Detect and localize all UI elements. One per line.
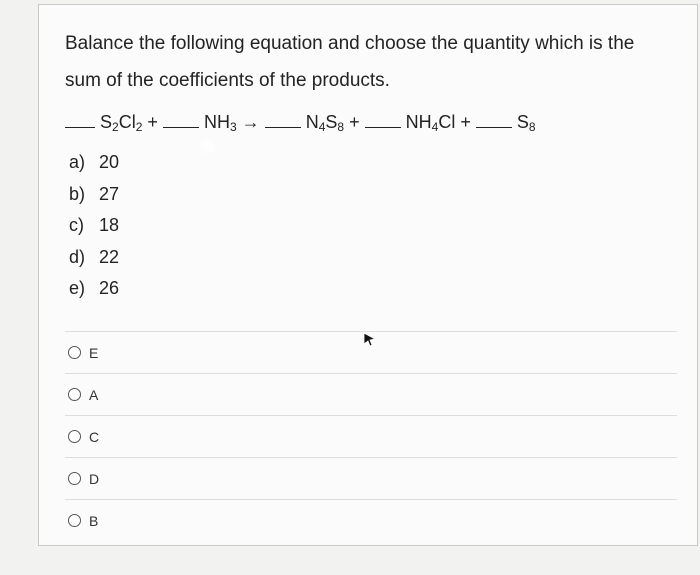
answer-label: D xyxy=(89,470,100,487)
answer-option-d[interactable] xyxy=(65,457,677,499)
chemical-equation xyxy=(65,112,536,134)
choice-item: d) 22 xyxy=(69,246,120,267)
radio-button-icon[interactable] xyxy=(68,346,81,359)
screen-glare xyxy=(198,137,216,155)
coefficient-blank-4 xyxy=(365,113,401,128)
choice-item: c) 18 xyxy=(69,215,120,235)
choice-item: b) 27 xyxy=(69,183,120,204)
answer-label: C xyxy=(89,428,100,445)
plus-sign: + xyxy=(349,112,360,132)
choice-list xyxy=(69,147,119,305)
choice-item: e) 26 xyxy=(69,278,120,298)
coefficient-blank-2 xyxy=(163,113,199,128)
reactant-s2cl2: $S_2Cl_2$ xyxy=(100,112,143,134)
radio-button-icon[interactable] xyxy=(68,472,81,485)
product-s8: $S_8$ xyxy=(516,112,536,134)
product-nh4cl: $NH_4Cl$ xyxy=(405,112,456,134)
question-text: Balance the following equation and choose the quantity which is the sum of the coefficients of the products. xyxy=(65,33,635,91)
answer-option-c[interactable] xyxy=(65,415,677,457)
answer-option-b[interactable] xyxy=(65,499,677,541)
answer-label: B xyxy=(89,512,99,529)
answer-options xyxy=(65,331,677,541)
answer-option-a[interactable] xyxy=(65,373,677,415)
reaction-arrow: → xyxy=(241,112,260,132)
answer-label: A xyxy=(89,386,99,403)
mouse-pointer-icon xyxy=(363,331,377,349)
plus-sign: + xyxy=(460,112,471,132)
radio-button-icon[interactable] xyxy=(68,430,81,443)
coefficient-blank-5 xyxy=(476,113,512,128)
plus-sign: + xyxy=(147,112,158,132)
answer-label: E xyxy=(89,344,99,361)
product-n4s8: $N_4S_8$ xyxy=(305,112,345,134)
choice-item: a) 20 xyxy=(69,152,120,172)
coefficient-blank-1 xyxy=(65,113,95,128)
reactant-nh3: $NH_3$ xyxy=(203,112,237,134)
question-card xyxy=(38,4,698,546)
radio-button-icon[interactable] xyxy=(68,388,81,401)
coefficient-blank-3 xyxy=(265,113,301,128)
radio-button-icon[interactable] xyxy=(68,514,81,527)
